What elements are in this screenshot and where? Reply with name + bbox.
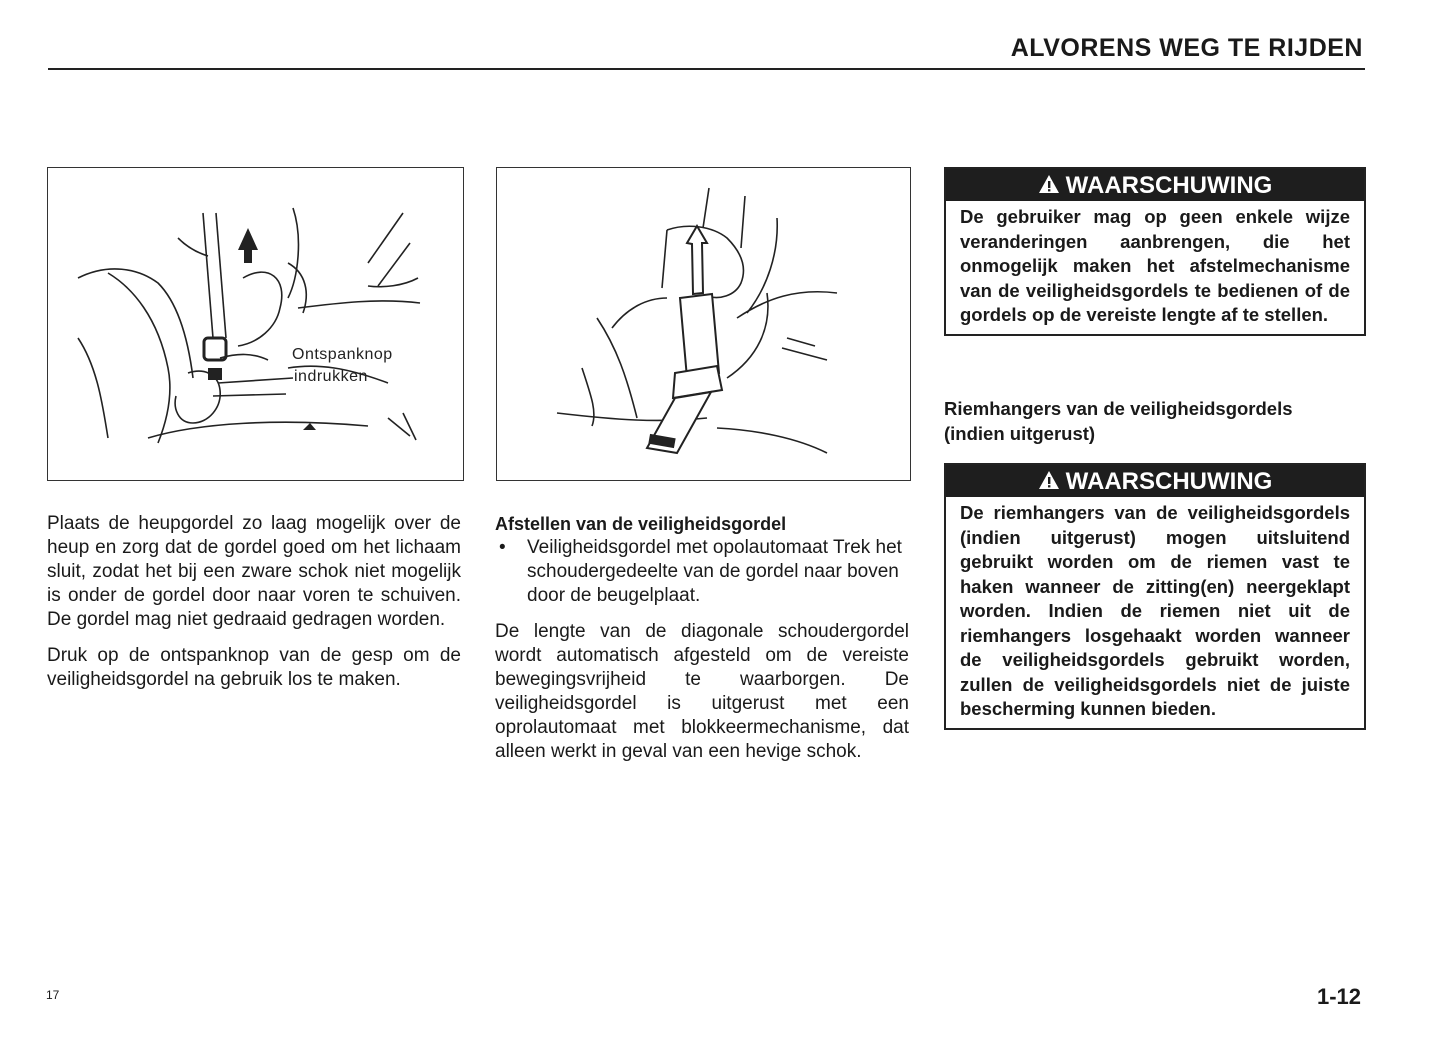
page-number-left: 17 [46,988,60,1002]
bullet-item [495,536,909,608]
belt-adjust-illustration [497,168,910,480]
figure-belt-adjust [496,167,911,481]
paragraph-release-button: Druk op de ontspanknop van de gesp om de veiligheidsgordel na gebruik los te maken. [47,645,461,690]
bullet-text: Veiligheidsgordel met opolautomaat Trek het schoudergedeelte van de gordel naar boven door de beugelplaat. [527,537,902,606]
hangers-title-line-2: (indien uitgerust) [944,423,1096,444]
page-number-right: 1-12 [1316,984,1361,1009]
warning-text-1: De gebruiker mag op geen enkele wijze veranderingen aanbrengen, die het onmogelijk maken het afstelmechanisme van de veiligheidsgordels te bedienen of de gordels op de vereiste lengte af te stellen. [960,206,1350,325]
caption-line-2: indrukken [294,368,368,385]
buckle-release-illustration [48,168,463,480]
warning-box-2 [944,463,1366,730]
warning-header-1 [946,169,1364,201]
warning-triangle-icon [1038,170,1060,204]
caption-line-1: Ontspanknop [292,346,393,363]
header-rule [48,68,1365,70]
page-header-title: ALVORENS WEG TE RIJDEN [1010,34,1363,62]
section-heading-adjust: Afstellen van de veiligheidsgordel [495,514,787,534]
warning-header-2 [946,465,1364,497]
paragraph-automatic-adjust: De lengte van de diagonale schoudergordel wordt automatisch afgesteld om de vereiste bewegingsvrijheid te waarborgen. De veiligheidsgordel is uitgerust met een oprolautomaat met blokkeermechanisme, dat alleen werkt in geval van een hevige schok. [495,621,909,762]
paragraph-lap-belt: Plaats de heupgordel zo laag mogelijk over de heup en zorg dat de gordel goed om het lichaam sluit, zodat het bij een zware schok niet mogelijk is onder de gordel door naar voren te schuiven. De gordel mag niet gedraaid gedragen worden. [47,513,461,630]
section-heading-hangers [944,396,1364,446]
warning-text-2: De riemhangers van de veiligheidsgordels (indien uitgerust) mogen uitsluitend gebruikt worden om de riemen vast te haken wanneer de zitting(en) neergeklapt worden. Indien de riemen niet uit de riemhangers losgehaakt worden wanneer de veiligheidsgordels gebruikt worden, zullen de veiligheidsgordels niet de juiste bescherming kunnen bieden. [960,502,1350,719]
bullet-dot: • [499,537,506,558]
warning-box-1 [944,167,1366,336]
hangers-title-line-1: Riemhangers van de veiligheidsgordels [944,398,1293,419]
figure-buckle-release [47,167,464,481]
column-1-text [47,512,461,704]
warning-title-1: WAARSCHUWING [1065,172,1273,199]
column-2-text [495,512,909,776]
warning-title-2: WAARSCHUWING [1065,468,1273,495]
warning-triangle-icon [1038,466,1060,500]
figure-caption [292,344,462,388]
